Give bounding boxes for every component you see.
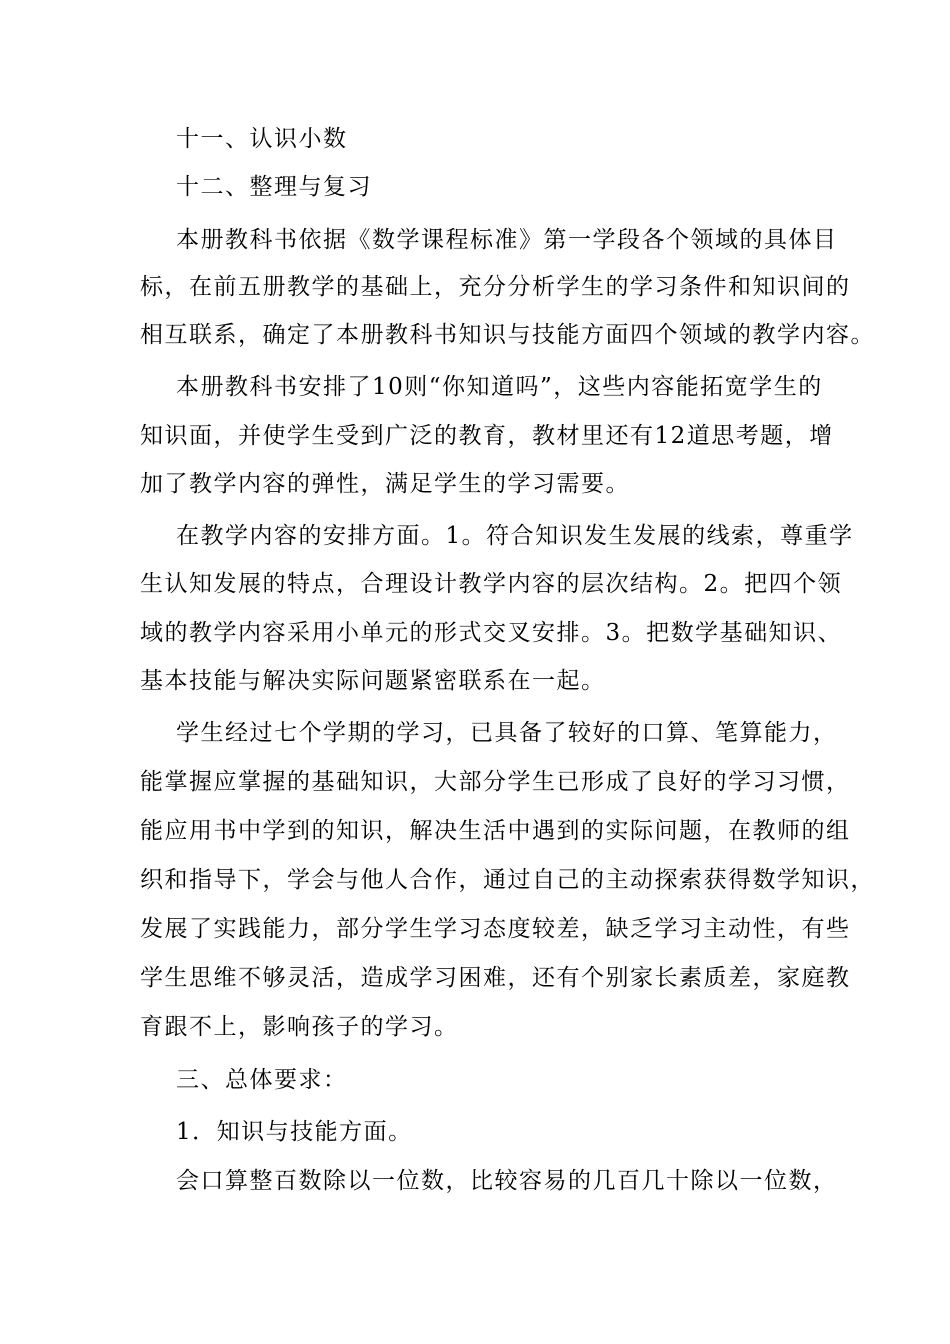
section-heading-12: 十二、整理与复习 <box>176 174 372 200</box>
paragraph-line: 能掌握应掌握的基础知识，大部分学生已形成了良好的学习习惯， <box>140 769 851 795</box>
paragraph-line: 知识面，并使学生受到广泛的教育，教材里还有12道思考题，增 <box>140 423 834 449</box>
section-heading-11: 十一、认识小数 <box>176 126 348 152</box>
paragraph-line: 学生思维不够灵活，造成学习困难，还有个别家长素质差，家庭教 <box>140 965 851 991</box>
paragraph-line: 相互联系，确定了本册教科书知识与技能方面四个领域的教学内容。 <box>140 322 875 348</box>
paragraph-line: 基本技能与解决实际问题紧密联系在一起。 <box>140 668 606 694</box>
paragraph-line: 在教学内容的安排方面。1。符合知识发生发展的线索，尊重学 <box>176 523 854 549</box>
section-heading-requirements: 三、总体要求： <box>176 1067 348 1093</box>
paragraph-line: 会口算整百数除以一位数，比较容易的几百几十除以一位数， <box>176 1168 838 1194</box>
paragraph-line: 发展了实践能力，部分学生学习态度较差，缺乏学习主动性，有些 <box>140 916 851 942</box>
paragraph-line: 域的教学内容采用小单元的形式交叉安排。3。把数学基础知识、 <box>140 620 843 646</box>
paragraph-line: 生认知发展的特点，合理设计教学内容的层次结构。2。把四个领 <box>140 571 843 597</box>
paragraph-line: 标，在前五册教学的基础上，充分分析学生的学习条件和知识间的 <box>140 274 851 300</box>
paragraph-line: 能应用书中学到的知识，解决生活中遇到的实际问题，在教师的组 <box>140 818 851 844</box>
paragraph-line: 学生经过七个学期的学习，已具备了较好的口算、笔算能力， <box>176 720 838 746</box>
paragraph-line: 加了教学内容的弹性，满足学生的学习需要。 <box>140 471 630 497</box>
subsection-heading: 1．知识与技能方面。 <box>176 1119 413 1145</box>
paragraph-line: 育跟不上，影响孩子的学习。 <box>140 1014 459 1040</box>
paragraph-line: 本册教科书依据《数学课程标准》第一学段各个领域的具体目 <box>176 227 838 253</box>
paragraph-line: 本册教科书安排了10则“你知道吗”，这些内容能拓宽学生的 <box>176 374 823 400</box>
paragraph-line: 织和指导下，学会与他人合作，通过自己的主动探索获得数学知识， <box>140 867 875 893</box>
